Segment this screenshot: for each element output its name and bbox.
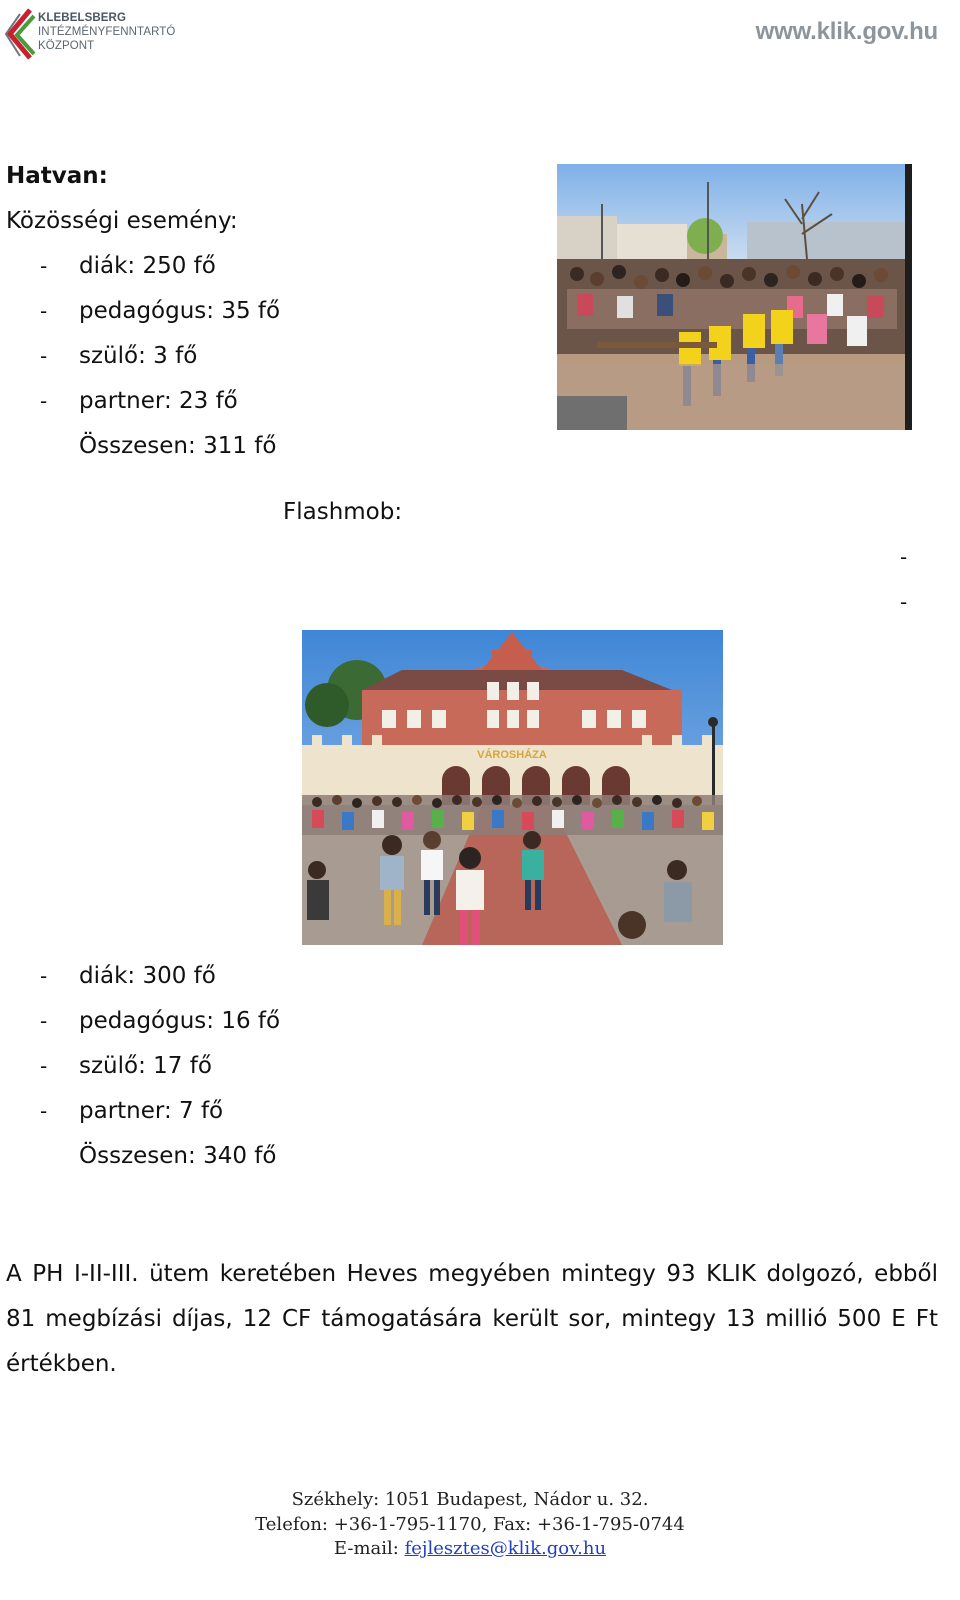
event2-item: partner: 7 fő <box>79 1098 224 1124</box>
city-heading: Hatvan: <box>6 163 108 189</box>
klik-logo-icon <box>4 8 38 62</box>
footer-email-label: E-mail: <box>333 1538 405 1559</box>
event2-item: pedagógus: 16 fő <box>79 1008 281 1034</box>
event2-total: Összesen: 340 fő <box>79 1143 277 1169</box>
event2-item-dash: - <box>40 1054 48 1078</box>
event1-item-dash: - <box>40 254 48 278</box>
event2-title: Flashmob: <box>283 499 403 525</box>
event1-item: pedagógus: 35 fő <box>79 298 281 324</box>
stray-dash: - <box>900 590 908 614</box>
footer-email-line <box>0 1537 940 1562</box>
building-sign: VÁROSHÁZA <box>477 749 547 761</box>
summary-paragraph: A PH I-II-III. ütem keretében Heves megyében mintegy 93 KLIK dolgozó, ebből 81 megbízási díjas, 12 CF támogatására került sor, mintegy 13 millió 500 E Ft értékben. <box>6 1261 938 1377</box>
stray-dash: - <box>900 545 908 569</box>
event1-item-dash: - <box>40 344 48 368</box>
event1-total: Összesen: 311 fő <box>79 433 277 459</box>
footer-phone-fax: Telefon: +36-1-795-1170, Fax: +36-1-795-0744 <box>255 1513 685 1535</box>
footer-address: Székhely: 1051 Budapest, Nádor u. 32. <box>291 1489 649 1510</box>
event1-item: diák: 250 fő <box>79 253 216 279</box>
logo-line-2: INTÉZMÉNYFENNTARTÓ <box>38 26 176 38</box>
community-event-photo <box>557 164 912 430</box>
event1-item: szülő: 3 fő <box>79 343 198 369</box>
event1-item: partner: 23 fő <box>79 388 238 414</box>
logo-wordmark <box>38 11 175 53</box>
event2-item-dash: - <box>40 964 48 988</box>
event1-item-dash: - <box>40 389 48 413</box>
logo-line-3: KÖZPONT <box>38 40 95 52</box>
footer-email-link[interactable]: fejlesztes@klik.gov.hu <box>404 1538 607 1559</box>
event2-item-dash: - <box>40 1009 48 1033</box>
event2-item: diák: 300 fő <box>79 963 216 989</box>
event2-item-dash: - <box>40 1099 48 1123</box>
flashmob-photo <box>302 630 723 945</box>
website-url: www.klik.gov.hu <box>755 18 938 45</box>
page-footer <box>0 1488 940 1562</box>
event1-title: Közösségi esemény: <box>6 208 238 234</box>
logo-line-1: KLEBELSBERG <box>38 12 126 24</box>
event2-item: szülő: 17 fő <box>79 1053 212 1079</box>
klik-logo <box>4 6 184 62</box>
event1-item-dash: - <box>40 299 48 323</box>
